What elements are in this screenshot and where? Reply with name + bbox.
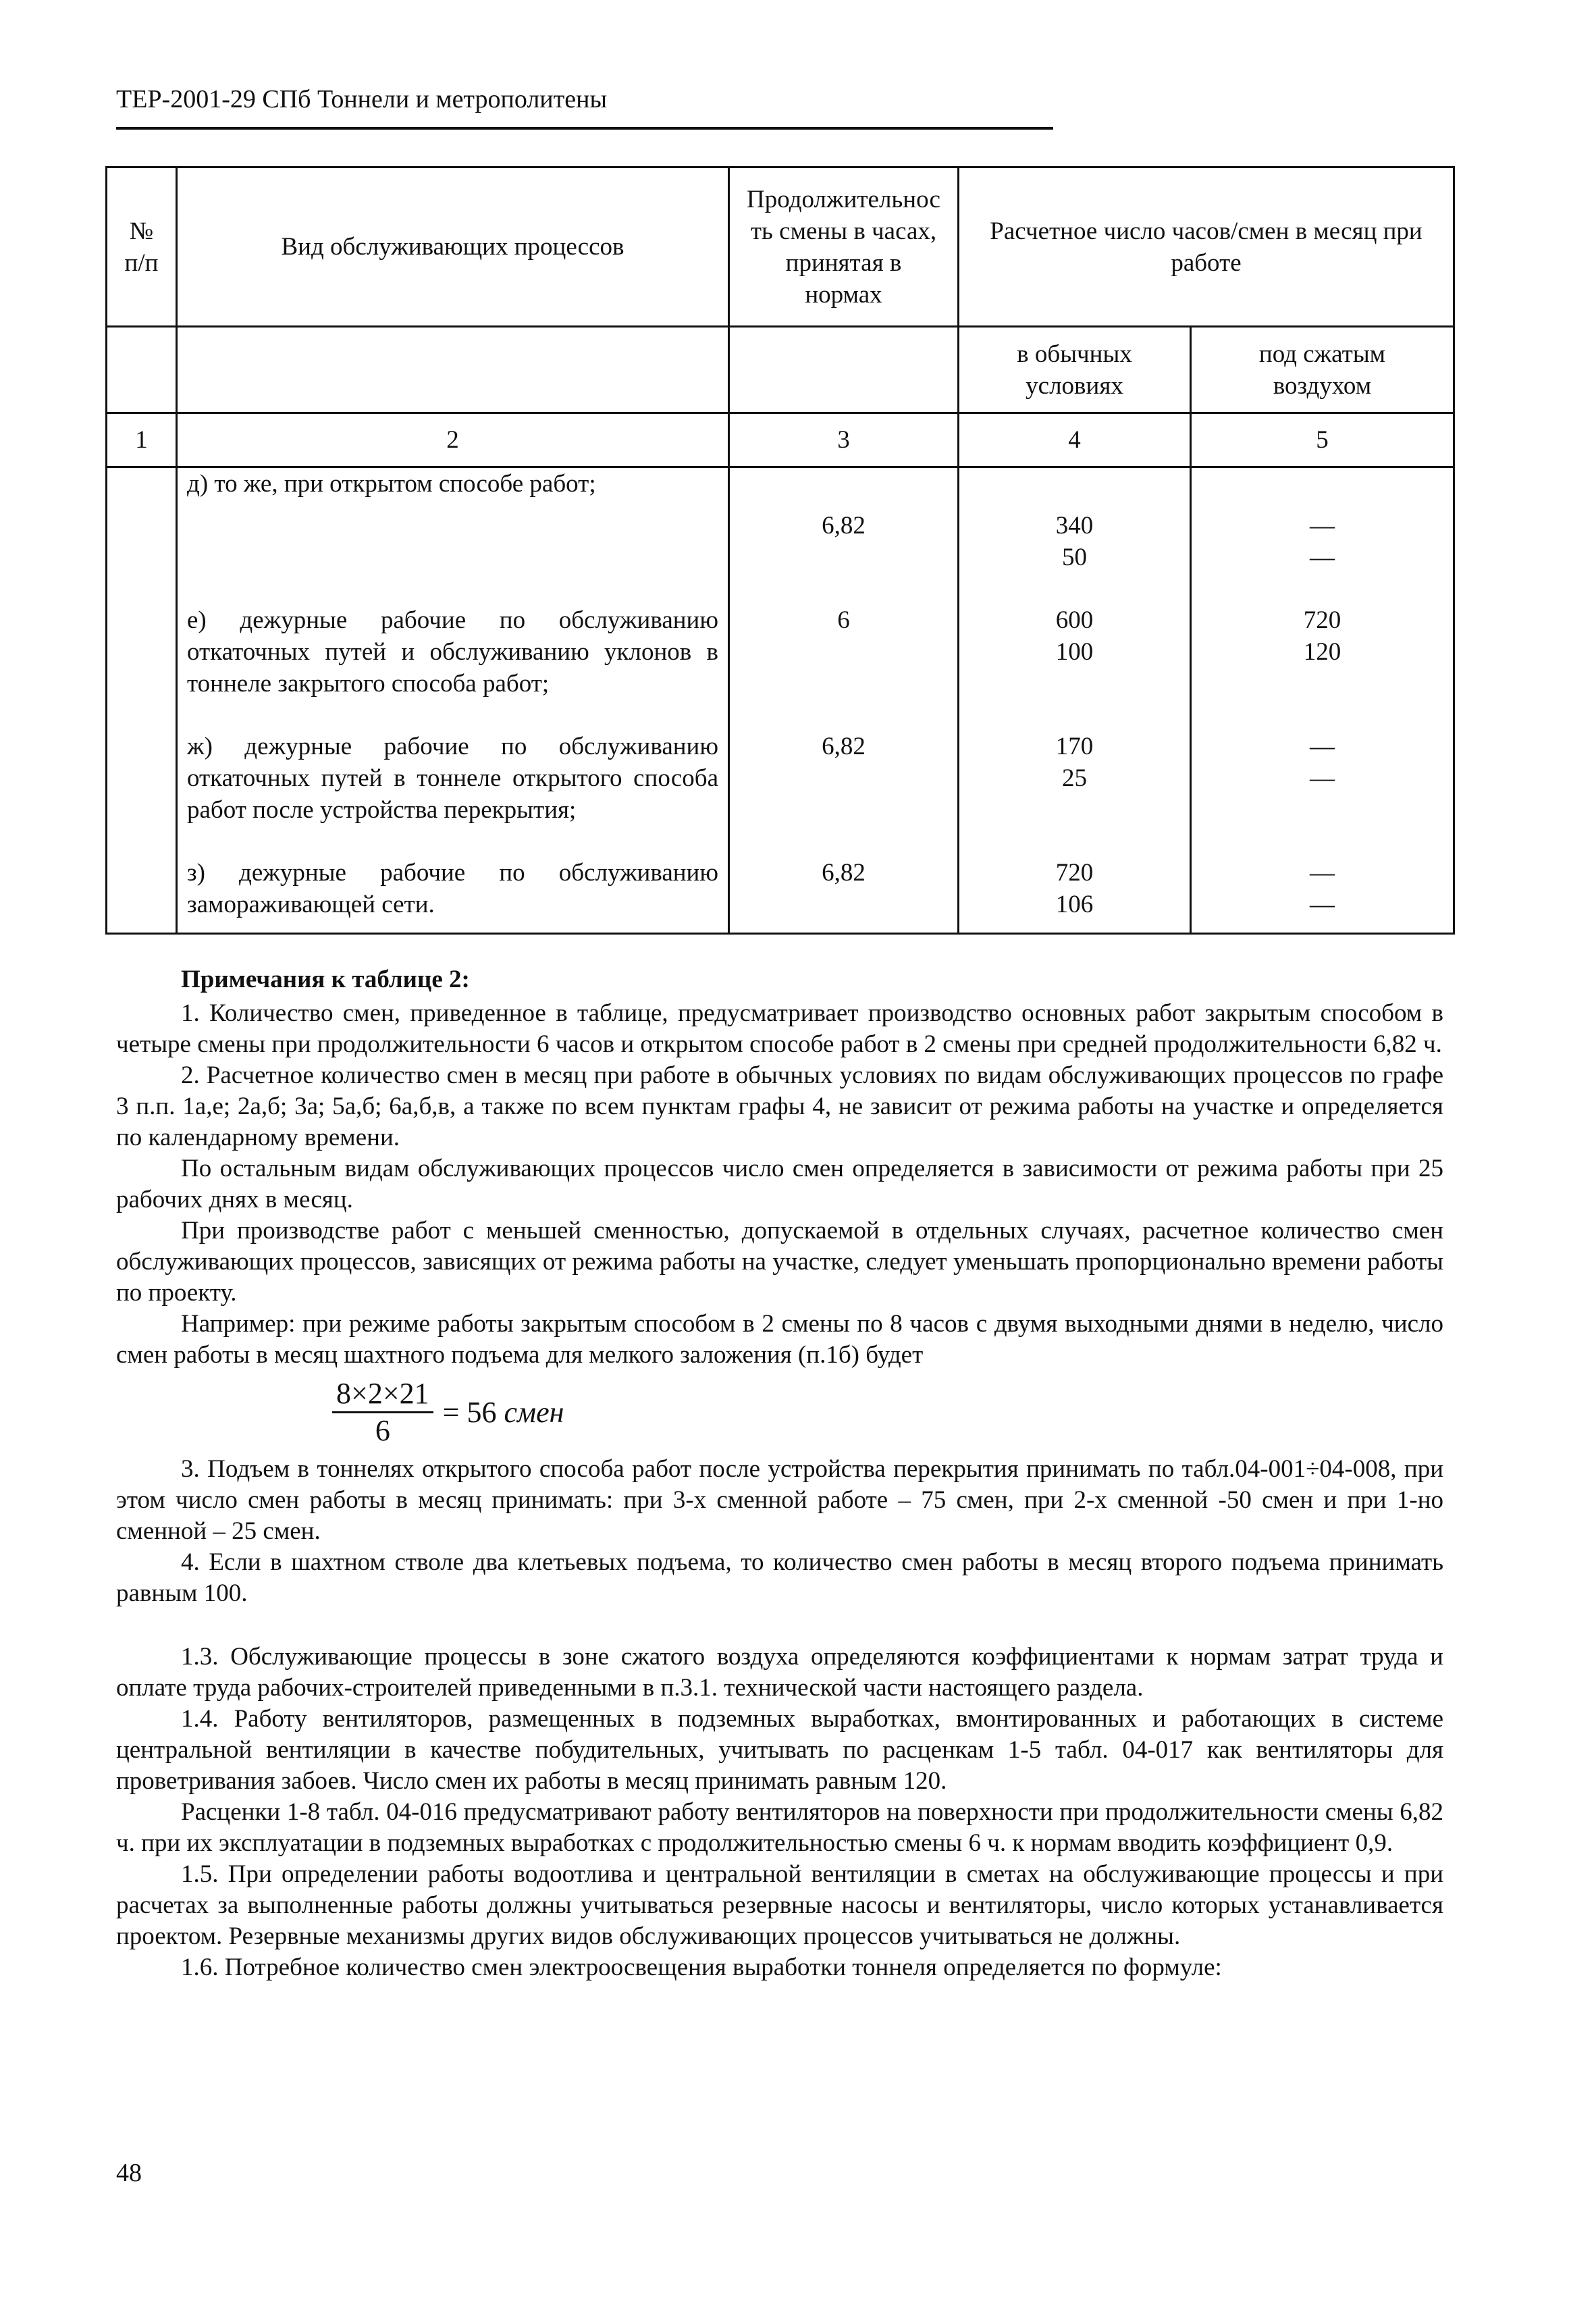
note-2: 2. Расчетное количество смен в месяц при работе в обычных условиях по видам обслуживающих процессов по графе 3 п.п. 1а,е; 2а,б; 3а; 5а,б; 6а,б,в, а также по всем пунктам графы 4, не зависит от режима работы на участке и определяется по календарному времени.	[116, 1062, 1443, 1151]
page-number: 48	[116, 2159, 142, 2187]
col-number: 2	[177, 413, 729, 467]
row-duration: 6	[729, 573, 959, 700]
row-desc: з) дежурные рабочие по обслуживанию замораживающей сети.	[177, 826, 729, 934]
para-1-6: 1.6. Потребное количество смен электроосвещения выработки тоннеля определяется по формуле:	[181, 1954, 1222, 1981]
col-number: 4	[959, 413, 1191, 467]
formula-fraction	[332, 1376, 433, 1448]
row-compressed: — —	[1191, 826, 1454, 934]
page-header: ТЕР-2001-29 СПб Тоннели и метрополитены	[116, 85, 607, 113]
col-estimate-header: Расчетное число часов/смен в месяц при работе	[959, 167, 1454, 327]
norms-table	[105, 166, 1455, 935]
para-1-5: 1.5. При определении работы водоотлива и центральной вентиляции в сметах на обслуживающие процессы и при расчетах за выполненные работы должны учитываться резервные насосы и вентиляторы, число которых устанавливается проектом. Резервные механизмы других видов обслуживающих процессов учитываться не должны.	[116, 1860, 1443, 1950]
col-number: 1	[107, 413, 177, 467]
note-less: При производстве работ с меньшей сменностью, допускаемой в отдельных случаях, расчетное количество смен обслуживающих процессов, зависящих от режима работы на участке, следует уменьшать пропорционально времени работы по проекту.	[116, 1217, 1443, 1307]
header-rule	[116, 127, 1053, 130]
note-3: 3. Подъем в тоннелях открытого способа работ после устройства перекрытия принимать по табл.04-001÷04-008, при этом число смен работы в месяц принимать: при 3-х сменной работе – 75 смен, при 2-х сменной -50 смен и при 1-но сменной – 25 смен.	[116, 1455, 1443, 1545]
notes-title: Примечания к таблице 2:	[181, 966, 470, 993]
formula-numerator: 8×2×21	[332, 1376, 433, 1413]
para-1-4-rates: Расценки 1-8 табл. 04-016 предусматривают работу вентиляторов на поверхности при продолжительности смены 6,82 ч. при их эксплуатации в подземных выработках с продолжительностью смены 6 ч. к нормам вводить коэффициент 0,9.	[116, 1798, 1443, 1857]
table-row	[107, 573, 1454, 700]
notes-section	[116, 964, 1443, 1983]
shift-formula	[332, 1376, 1443, 1448]
table-row	[107, 467, 1454, 574]
column-numbers-row	[107, 413, 1454, 467]
row-duration: 6,82	[729, 700, 959, 826]
row-duration: 6,82	[729, 826, 959, 934]
note-1: 1. Количество смен, приведенное в таблице, предусматривает производство основных работ закрытым способом в четыре смены при продолжительности 6 часов и открытом способе работ в 2 смены при средней продолжительности 6,82 ч.	[116, 999, 1443, 1058]
col-normal-header: в обычных условиях	[959, 327, 1191, 413]
row-compressed: — —	[1191, 467, 1454, 574]
table-row	[107, 826, 1454, 934]
para-1-3: 1.3. Обслуживающие процессы в зоне сжатого воздуха определяются коэффициентами к нормам затрат труда и оплате труда рабочих-строителей приведенными в п.3.1. технической части настоящего раздела.	[116, 1643, 1443, 1702]
row-compressed: 720 120	[1191, 573, 1454, 700]
col-number: 5	[1191, 413, 1454, 467]
row-normal: 340 50	[959, 467, 1191, 574]
row-normal: 720 106	[959, 826, 1191, 934]
row-normal: 600 100	[959, 573, 1191, 700]
col-type-header: Вид обслуживающих процессов	[177, 167, 729, 327]
row-normal: 170 25	[959, 700, 1191, 826]
row-compressed: — —	[1191, 700, 1454, 826]
table-header-row	[107, 167, 1454, 327]
note-4: 4. Если в шахтном стволе два клетьевых подъема, то количество смен работы в месяц второго подъема принимать равным 100.	[116, 1548, 1443, 1607]
note-example: Например: при режиме работы закрытым способом в 2 смены по 8 часов с двумя выходными днями в неделю, число смен работы в месяц шахтного подъема для мелкого заложения (п.1б) будет	[116, 1310, 1443, 1369]
row-duration: 6,82	[729, 467, 959, 574]
col-duration-header: Продолжительнос ть смены в часах, принятая в нормах	[729, 167, 959, 327]
row-desc: е) дежурные рабочие по обслуживанию откаточных путей и обслуживанию уклонов в тоннеле закрытого способа работ;	[177, 573, 729, 700]
row-desc: ж) дежурные рабочие по обслуживанию откаточных путей в тоннеле открытого способа работ после устройства перекрытия;	[177, 700, 729, 826]
formula-result: = 56 смен	[442, 1395, 564, 1429]
table-subheader-row	[107, 327, 1454, 413]
col-number: 3	[729, 413, 959, 467]
table-row	[107, 700, 1454, 826]
formula-denominator: 6	[375, 1414, 390, 1447]
col-num-header: № п/п	[107, 167, 177, 327]
note-rest: По остальным видам обслуживающих процессов число смен определяется в зависимости от режима работы при 25 рабочих днях в месяц.	[116, 1155, 1443, 1213]
para-1-4: 1.4. Работу вентиляторов, размещенных в подземных выработках, вмонтированных и работающих в системе центральной вентиляции в качестве побудительных, учитывать по расценкам 1-5 табл. 04-017 как вентиляторы для проветривания забоев. Число смен их работы в месяц принимать равным 120.	[116, 1705, 1443, 1795]
row-desc: д) то же, при открытом способе работ;	[177, 467, 729, 574]
col-compressed-header: под сжатым воздухом	[1191, 327, 1454, 413]
